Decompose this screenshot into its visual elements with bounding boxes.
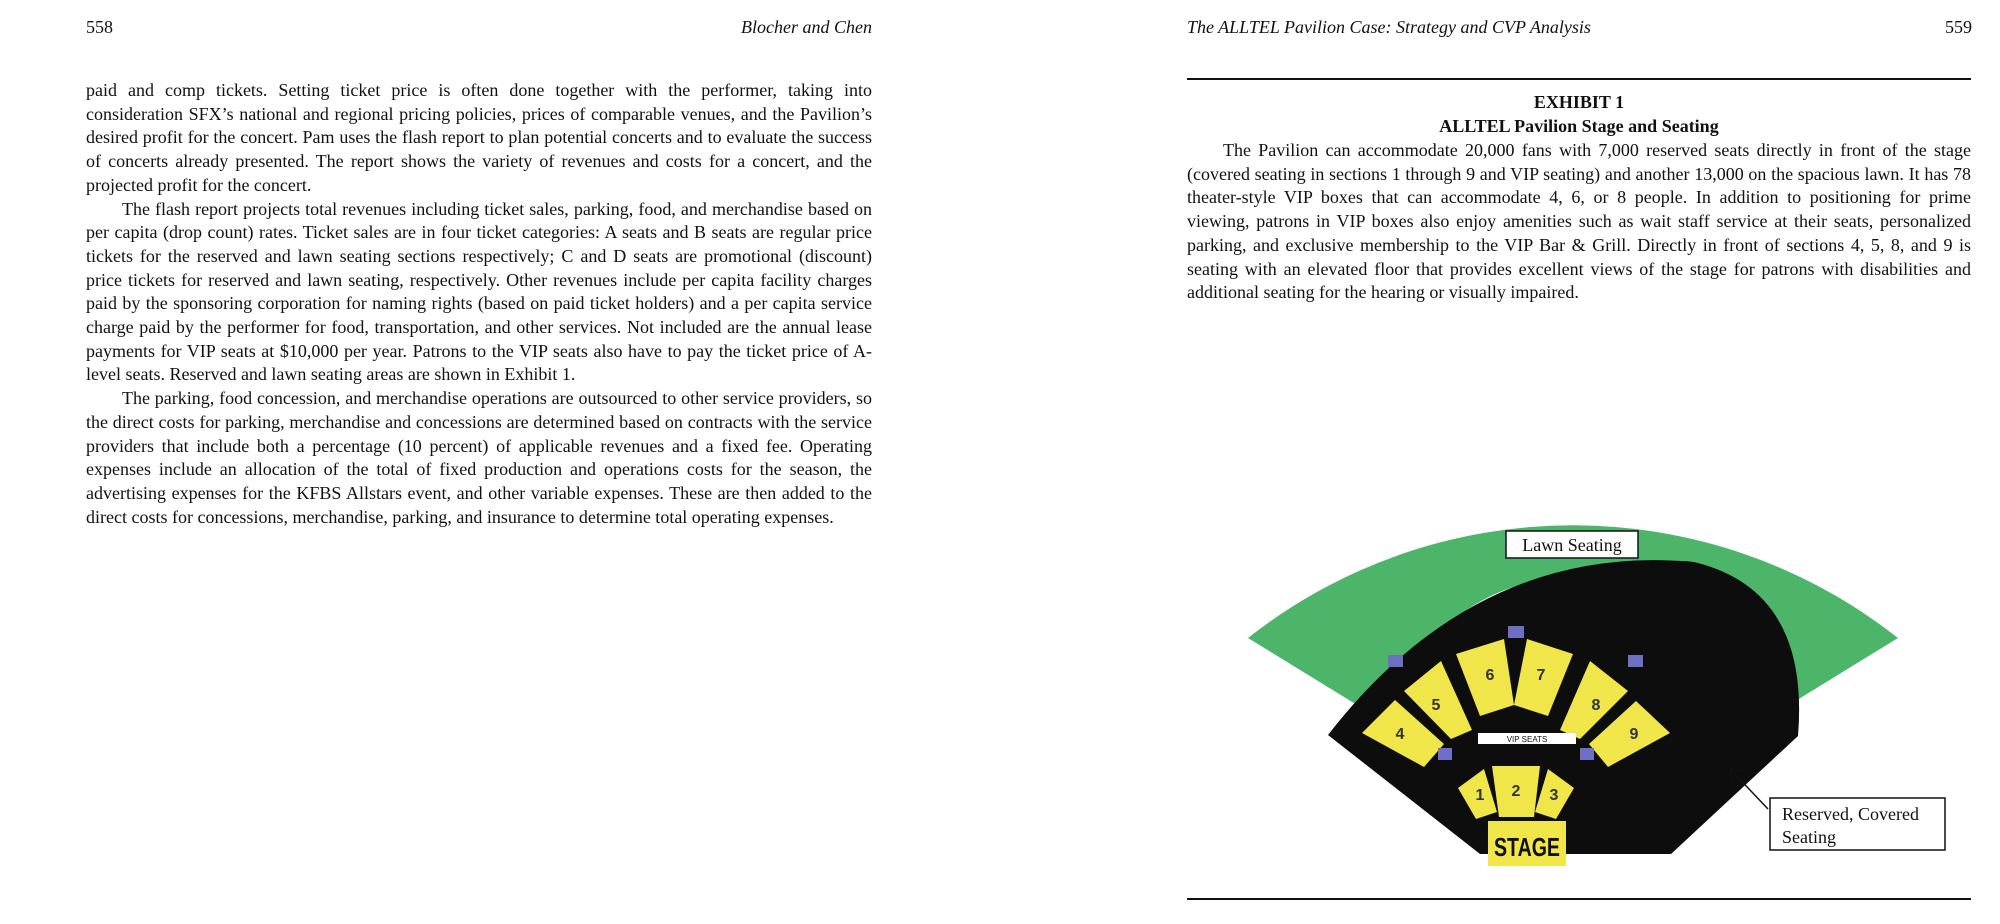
page-number: 559 [1945,17,1972,37]
right-page [1000,0,2000,924]
section-label: 6 [1485,667,1495,684]
exhibit-text [1187,139,1971,305]
paragraph: The parking, food concession, and merchandise operations are outsourced to other service providers, so the direct costs for parking, merchandise and concessions are determined based on contracts with the service providers that include both a percentage (10 percent) of applicable revenues and a fixed fee. Operating expenses include an allocation of the total of fixed production and operations costs for the season, the advertising expenses for the KFBS Allstars event, and other variable expenses. These are then added to the direct costs for concessions, merchandise, parking, and insurance to determine total operating expenses. [86,388,872,527]
reserved-label-line1: Reserved, Covered [1782,804,1919,824]
section-label: 5 [1431,697,1441,714]
vip-box [1580,748,1594,760]
vip-box [1508,626,1524,638]
seating-diagram [1218,462,1978,872]
section-label: 2 [1511,783,1521,800]
vip-box [1438,748,1452,760]
running-head: Blocher and Chen [741,17,872,37]
section-label: 1 [1475,787,1485,804]
exhibit-title: ALLTEL Pavilion Stage and Seating [1439,116,1719,136]
paragraph: paid and comp tickets. Setting ticket price is often done together with the performer, taking into consideration SFX’s national and regional pricing policies, prices of comparable venues, and the Pavilion’s desired profit for the concert. Pam uses the flash report to plan potential concerts and to evaluate the success of concerts already presented. The report shows the variety of revenues and costs for a concert, and the projected profit for the concert. [86,80,872,195]
section-label: 9 [1629,726,1639,743]
paragraph: The flash report projects total revenues including ticket sales, parking, food, and merchandise based on per capita (drop count) rates. Ticket sales are in four ticket categories: A seats and B seats are regular price tickets for the reserved and lawn seating sections respectively; C and D seats are promotional (discount) price tickets for reserved and lawn seating, respectively. Other revenues include per capita facility charges paid by the sponsoring corporation for naming rights (based on paid ticket holders) and a per capita service charge paid by the performer for food, transportation, and other services. Not included are the annual lease payments for VIP seats at $10,000 per year. Patrons to the VIP seats also have to pay the ticket price of A-level seats. Reserved and lawn seating areas are shown in Exhibit 1. [86,198,872,385]
top-rule [1187,78,1971,80]
lawn-label: Lawn Seating [1522,535,1622,555]
vip-box [1388,655,1403,667]
section-label: 7 [1536,667,1546,684]
bottom-rule [1187,898,1971,900]
section-label: 4 [1395,726,1405,743]
paragraph: The Pavilion can accommodate 20,000 fans with 7,000 reserved seats directly in front of the stage (covered seating in sections 1 through 9 and VIP seating) and another 13,000 on the spacious lawn. It has 78 theater-style VIP boxes that can accommodate 4, 6, or 8 people. In addition to positioning for prime viewing, patrons in VIP boxes also enjoy amenities such as wait staff service at their seats, personalized parking, and exclusive membership to the VIP Bar & Grill. Directly in front of sections 4, 5, 8, and 9 is seating with an elevated floor that provides excellent views of the stage for patrons with disabilities and additional seating for the hearing or visually impaired. [1187,140,1971,303]
vip-seats-label: VIP SEATS [1506,735,1548,744]
section-label: 8 [1591,697,1601,714]
section-label: 3 [1549,787,1559,804]
exhibit-label: EXHIBIT 1 [1533,92,1625,112]
stage-label: STAGE [1494,832,1560,862]
page-number: 558 [86,17,113,37]
body-text [86,79,872,529]
vip-box [1628,655,1643,667]
reserved-label-line2: Seating [1782,827,1836,847]
running-head: The ALLTEL Pavilion Case: Strategy and CVP Analysis [1187,17,1591,37]
